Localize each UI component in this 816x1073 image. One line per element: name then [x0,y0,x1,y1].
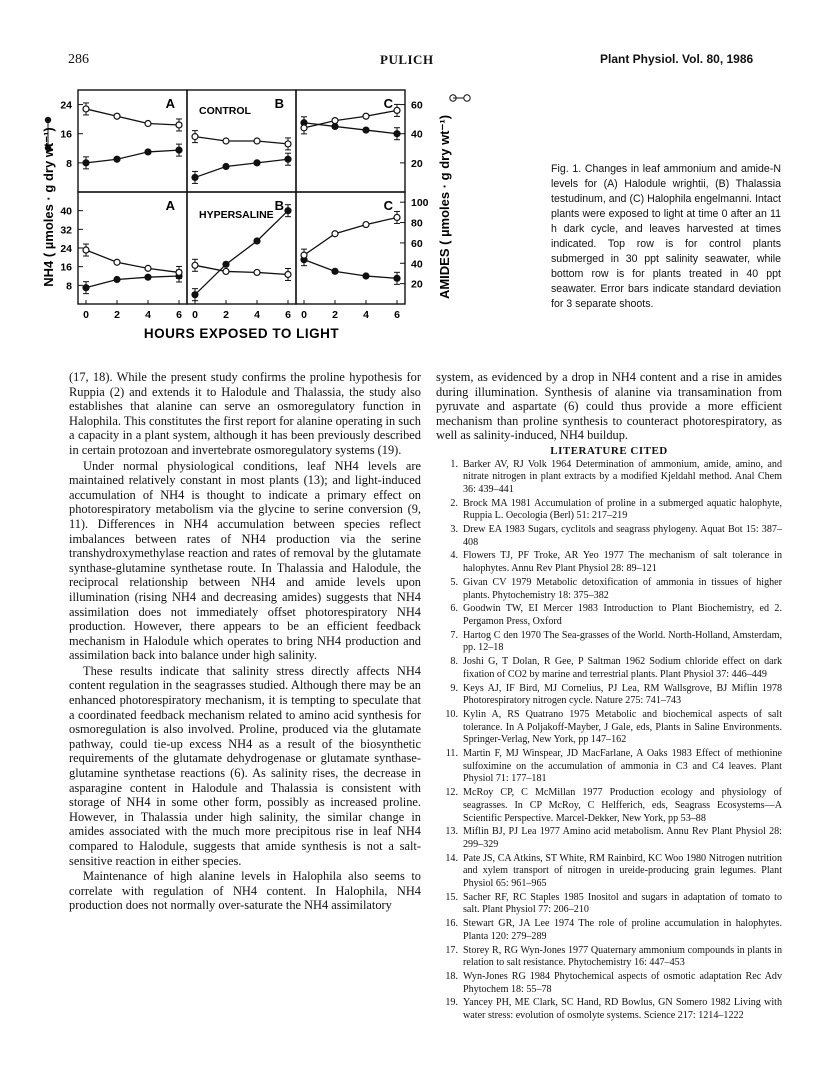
x-tick-label: 4 [254,309,260,321]
amides-data-point [192,262,198,268]
reference-text: Hartog C den 1970 The Sea-grasses of the World. North-Holland, Amsterdam, pp. 12–18 [463,629,782,654]
axis-tick-label: 60 [411,237,423,250]
amides-data-point [176,122,182,128]
reference-number: 7. [450,629,458,641]
nh4-series-line [195,159,288,177]
body-paragraph: Under normal physiological conditions, leaf NH4 levels are maintained relatively constant in most plants (13); and light-induced accumulation of NH4 is thought to indicate a primary effect on photorespiratory metabolism via the glycine to serine conversion (9, 11). Differences in NH4 accumulation between species reflect imbalances between rates of NH4 production via the serine transhydroxymethylase reaction and rates of removal by the glutamate synthase-glutamine synthetase route. In Thalassia and Halodule, the reciprocal relationship between NH4 and amide levels upon illumination (rising NH4 and decreasing amides) suggests that NH4 assimilation does not immediately offset photorespiratory NH4 production. However, there appears to be an efficient feedback mechanism in Halodule which operates to bring NH4 production and assimilation back into balance under high salinity. [69,458,421,663]
panel-letter: A [165,96,175,111]
nh4-data-point [114,156,120,162]
reference-list [436,459,782,1023]
nh4-data-point [145,149,151,155]
reference-text: Pate JS, CA Atkins, ST White, RM Rainbird, KC Woo 1980 Nitrogen nutrition and xylem transport of nitrogen in ureide-producing grain legumes. Plant Physiol 65: 961–965 [463,852,782,890]
axis-tick-label: 20 [411,278,423,291]
nh4-data-point [254,160,260,166]
nh4-data-point [363,127,369,133]
reference-text: Brock MA 1981 Accumulation of proline in a submerged aquatic halophyte, Ruppia L. Oecologia (Berl) 51: 217–219 [463,497,782,522]
reference-item [436,748,782,786]
figure-1 [40,80,560,367]
reference-item [436,459,782,497]
reference-text: Sacher RF, RC Staples 1985 Inositol and sugars in adaptation of tomato to salt. Plant Physiol 77: 206–210 [463,891,782,916]
amides-data-point [114,259,120,265]
amides-data-point [83,106,89,112]
amides-data-point [145,265,151,271]
reference-text: Wyn-Jones RG 1984 Phytochemical aspects of osmotic adaptation Rec Adv Phytochem 18: 55–78 [463,970,782,995]
x-tick-label: 0 [83,309,89,321]
amides-series-line [304,110,397,127]
panel-condition-label: CONTROL [199,105,251,117]
reference-item [436,656,782,681]
reference-text: Drew EA 1983 Sugars, cyclitols and seagrass phylogeny. Aquat Bot 15: 387–408 [463,524,782,548]
running-head-author: PULICH [380,52,434,67]
reference-item [436,603,782,628]
amides-data-point [223,138,229,144]
reference-text: Givan CV 1979 Metabolic detoxification of ammonia in tissues of higher plants. Phytochemistry 18: 375–382 [463,576,782,601]
x-tick-label: 0 [301,309,307,321]
x-tick-label: 2 [114,309,120,321]
reference-text: Yancey PH, ME Clark, SC Hand, RD Bowlus, GN Somero 1982 Living with water stress: evolution of osmolyte systems. Science 217: 1214–1222 [463,997,782,1022]
nh4-data-point [176,147,182,153]
reference-number: 17. [445,944,458,956]
amides-series-line [195,137,288,144]
reference-item [436,787,782,825]
reference-text: Goodwin TW, EI Mercer 1983 Introduction to Plant Biochemistry, ed 2. Pergamon Press, Oxford [463,603,782,627]
reference-number: 1. [450,458,458,470]
right-axis-title: AMIDES ( µmoles · g dry wt⁻¹) [437,114,452,300]
reference-item [436,550,782,575]
nh4-data-point [114,277,120,283]
reference-number: 6. [450,603,458,615]
amides-data-point [145,121,151,127]
reference-item [436,853,782,891]
reference-text: Martin F, MJ Winspear, JD MacFarlane, A Oaks 1983 Effect of methionine sulfoximine on the accumulation of ammonia in C3 and C4 leaves. Plant Physiol 71: 177–181 [463,748,782,785]
amides-data-point [83,247,89,253]
amides-data-point [332,231,338,237]
body-paragraph: These results indicate that salinity stress directly affects NH4 content regulation in the seagrasses studied. Although there may be an enhanced photorespiratory mechanism, it is tempting to speculate that a coordinated feedback mechanism related to amino acid synthesis for osmoregulation is also involved. Proline, produced via the glutamate pathway, could tie-up excess NH4 as a result of the biosynthetic requirements of the glutamate dehydrogenase or glutamate synthase-glutamine synthetase reactions (6). As salinity rises, the decrease in asparagine content in Halodule and Thalassia is consistent with storage of NH4 in some other form, possibly as increased proline. However, in Thalassia under high salinity, the similar change in amides associated with the much more precipitous rise in leaf NH4 compared to Halodule, suggests that amide synthesis is not a salt-sensitive reaction in either species. [69,663,421,868]
reference-item [436,997,782,1022]
reference-text: Flowers TJ, PF Troke, AR Yeo 1977 The mechanism of salt tolerance in halophytes. Annu Rev Plant Physiol 28: 89–121 [463,550,782,575]
x-tick-label: 4 [363,309,369,321]
reference-text: Kylin A, RS Quatrano 1975 Metabolic and biochemical aspects of salt tolerance. In A Poljakoff-Mayber, J Gale, eds, Plants in Saline Environments. Springer-Verlag, New York, pp 147–162 [463,708,782,746]
amides-data-point [192,134,198,140]
nh4-data-point [332,268,338,274]
nh4-data-point [192,174,198,180]
reference-number: 5. [450,576,458,588]
amides-data-point [332,118,338,124]
nh4-data-point [145,274,151,280]
nh4-series-line [86,150,179,163]
nh4-data-point [332,123,338,129]
x-tick-label: 2 [332,309,338,321]
reference-text: McRoy CP, C McMillan 1977 Production ecology and physiology of seagrasses. In CP McRoy, C Helfferich, eds, Seagrass Ecosystems—A Scientific Perspective. Marcel-Dekker, New York, pp 53–88 [463,787,782,824]
nh4-series-line [304,260,397,279]
nh4-data-point [223,261,229,267]
amides-data-point [285,271,291,277]
amides-data-point [363,113,369,119]
x-tick-label: 6 [285,309,291,321]
amides-series-line [304,217,397,255]
amides-data-point [114,113,120,119]
nh4-data-point [223,164,229,170]
amides-series-line [86,250,179,272]
reference-item [436,971,782,996]
reference-number: 13. [445,826,458,838]
amides-series-line [195,265,288,274]
amides-data-point [394,214,400,220]
amides-legend-marker [464,95,470,101]
reference-text: Barker AV, RJ Volk 1964 Determination of ammonium, amide, amino, and nitrate nitrogen in plant extracts by a modified Kjeldahl method. Anal Chem 36: 439–441 [463,458,782,495]
axis-tick-label: 40 [60,205,72,218]
reference-number: 16. [445,918,458,930]
panel-letter: C [383,96,393,111]
axis-tick-label: 60 [411,99,423,112]
reference-number: 4. [450,550,458,562]
figure-1-chart [40,80,560,362]
axis-tick-label: 32 [60,224,72,237]
amides-data-point [223,268,229,274]
amides-data-point [394,107,400,113]
reference-number: 10. [445,708,458,720]
x-tick-label: 6 [394,309,400,321]
figure-caption: Fig. 1. Changes in leaf ammonium and amide-N levels for (A) Halodule wrightii, (B) Thalassia testudinum, and (C) Halophila engelmanni. Intact plants were exposed to light at time 0 after an 11 h dark cycle, and leaves harvested at times indicated. Top row is for control plants submerged in 30 ppt salinity seawater, while bottom row is for plants treated in 40 ppt seawater. Error bars indicate standard deviation for 3 separate shoots. [551,163,781,310]
reference-item [436,524,782,549]
x-axis-title: HOURS EXPOSED TO LIGHT [143,326,340,341]
reference-number: 2. [450,497,458,509]
reference-text: Joshi G, T Dolan, R Gee, P Saltman 1962 Sodium chloride effect on dark fixation of CO2 by marine and terrestrial plants. Plant Physiol 37: 446–449 [463,656,782,680]
x-tick-label: 4 [145,309,151,321]
axis-tick-label: 40 [411,128,423,141]
nh4-data-point [285,156,291,162]
reference-item [436,630,782,655]
amides-data-point [254,138,260,144]
page-number: 286 [68,52,89,67]
reference-item [436,892,782,917]
body-paragraph: (17, 18). While the present study confirms the proline hypothesis for Ruppia (2) and extends it to Halodule and Thalassia, the study also establishes that alanine can serve an osmoregulatory function in Halophila. This constitutes the first report for alanine operating in such a capacity in a plant system, although it has been previously described in certain protozoan and invertebrate osmoregulatory systems (19). [69,370,421,457]
amides-data-point [301,252,307,258]
reference-number: 14. [445,852,458,864]
reference-number: 19. [445,997,458,1009]
reference-item [436,709,782,747]
panel-letter: B [274,198,284,213]
nh4-data-point [192,292,198,298]
axis-tick-label: 40 [411,258,423,271]
right-text-column [436,370,782,1024]
amides-data-point [301,125,307,131]
panel-letter: A [165,198,175,213]
amides-data-point [254,269,260,275]
axis-tick-label: 80 [411,217,423,230]
reference-number: 9. [450,682,458,694]
reference-text: Stewart GR, JA Lee 1974 The role of proline accumulation in halophytes. Planta 120: 279–289 [463,918,782,942]
panel-letter: C [383,198,393,213]
left-axis-title: NH4 ( µmoles · g dry wt⁻¹) [41,127,56,287]
body-paragraph: Maintenance of high alanine levels in Halophila also seems to correlate with regulation of NH4 content. In Halophila, NH4 production does not normally over-saturate the NH4 assimilatory [69,869,421,913]
reference-number: 18. [445,970,458,982]
running-head-journal: Plant Physiol. Vol. 80, 1986 [600,52,754,66]
reference-text: Miflin BJ, PJ Lea 1977 Amino acid metabolism. Annu Rev Plant Physiol 28: 299–329 [463,826,782,850]
nh4-data-point [83,160,89,166]
reference-number: 11. [445,748,458,760]
reference-text: Keys AJ, IF Bird, MJ Cornelius, PJ Lea, RM Wallsgrove, BJ Miflin 1978 Photorespiratory nitrogen cycle. Nature 275: 741–743 [463,682,782,707]
axis-tick-label: 16 [60,261,72,274]
x-tick-label: 2 [223,309,229,321]
left-text-column [69,370,421,913]
nh4-data-point [394,131,400,137]
reference-number: 12. [445,787,458,799]
axis-tick-label: 100 [411,197,429,210]
body-paragraph: system, as evidenced by a drop in NH4 content and a rise in amides during illumination. Synthesis of alanine via transamination from pyruvate and aspartate (6) could thus provide a more efficient mechanism than proline synthesis to counteract photorespiratory, as well as salinity-induced, NH4 buildup. [436,370,782,443]
nh4-data-point [254,238,260,244]
axis-tick-label: 20 [411,157,423,170]
reference-number: 3. [450,524,458,536]
nh4-series-line [195,211,288,295]
amides-series-line [86,109,179,125]
axis-tick-label: 24 [60,99,72,112]
reference-item [436,826,782,851]
reference-number: 8. [450,656,458,668]
reference-item [436,683,782,708]
reference-item [436,918,782,943]
axis-tick-label: 24 [60,243,72,255]
reference-item [436,945,782,970]
reference-text: Storey R, RG Wyn-Jones 1977 Quaternary ammonium compounds in plants in relation to salt resistance. Phytochemistry 16: 447–453 [463,944,782,969]
nh4-data-point [363,273,369,279]
x-tick-label: 0 [192,309,198,321]
nh4-data-point [394,275,400,281]
amides-data-point [363,222,369,228]
literature-cited-heading: LITERATURE CITED [550,444,668,457]
nh4-data-point [83,285,89,291]
nh4-data-point [285,208,291,214]
x-tick-label: 6 [176,309,182,321]
axis-tick-label: 8 [66,280,72,293]
amides-data-point [176,269,182,275]
axis-tick-label: 8 [66,157,72,170]
panel-letter: B [274,96,284,111]
reference-number: 15. [445,891,458,903]
nh4-series-line [86,276,179,288]
reference-item [436,577,782,602]
reference-item [436,498,782,523]
amides-data-point [285,141,291,147]
axis-tick-label: 16 [60,128,72,141]
panel-condition-label: HYPERSALINE [199,209,274,221]
